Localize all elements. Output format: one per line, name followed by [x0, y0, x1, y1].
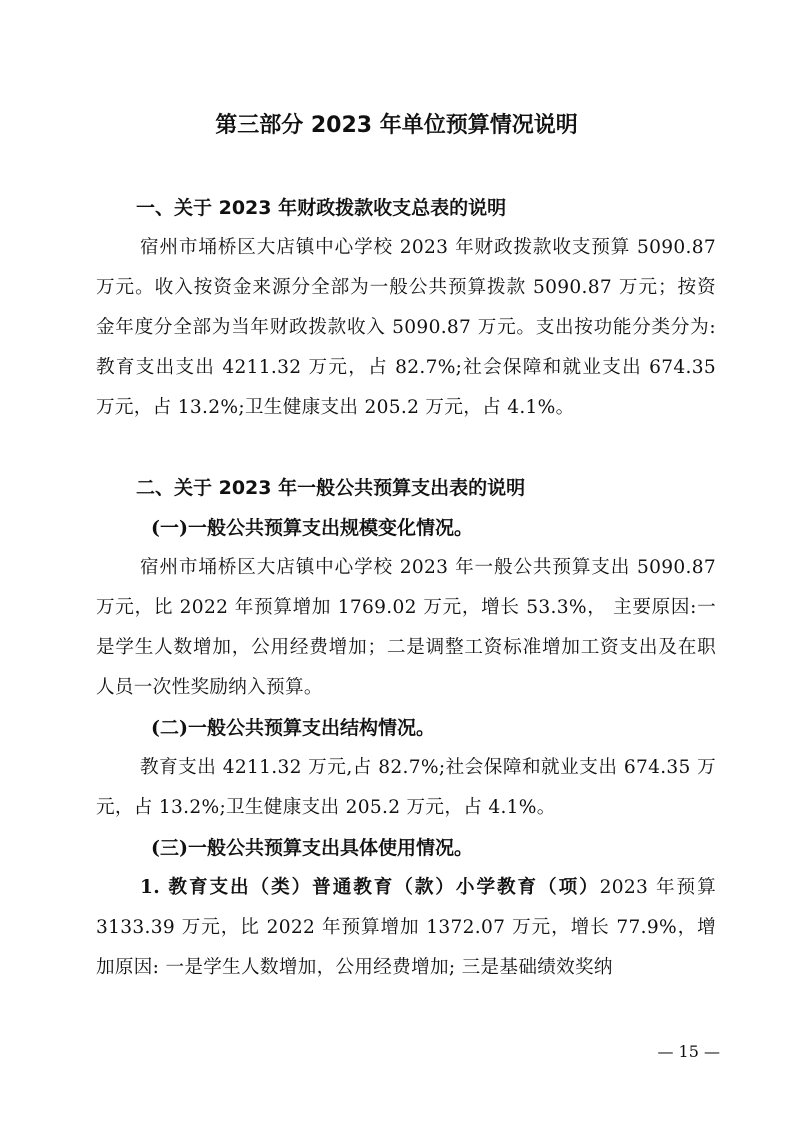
subsection-3-heading: (三)一般公共预算支出具体使用情况。: [151, 837, 473, 859]
item-1-lead: 1. 教育支出（类）普通教育（款）小学教育（项）: [140, 877, 600, 898]
section-1-heading: 一、关于 2023 年财政拨款收支总表的说明: [136, 197, 507, 219]
item-1-paragraph: [96, 868, 716, 988]
page-number: — 15 —: [657, 1042, 720, 1061]
page-title: 第三部分 2023 年单位预算情况说明: [215, 113, 578, 138]
subsection-1-heading: (一)一般公共预算支出规模变化情况。: [151, 517, 473, 539]
section-2: [96, 468, 716, 988]
subsection-1-paragraph: 宿州市埇桥区大店镇中心学校 2023 年一般公共预算支出 5090.87万元，比 2022 年预算增加 1769.02 万元，增长 53.3%， 主要原因:一是学生人数增加，公用经费增加；二是调整工资标准增加工资支出及在职人员一次性奖励纳入预算。: [96, 557, 716, 698]
subsection-2-paragraph: 教育支出 4211.32 万元,占 82.7%;社会保障和就业支出 674.35 万元，占 13.2%;卫生健康支出 205.2 万元，占 4.1%。: [96, 757, 716, 818]
section-1-paragraph: 宿州市埇桥区大店镇中心学校 2023 年财政拨款收支预算 5090.87万元。收入按资金来源分全部为一般公共预算拨款 5090.87 万元；按资金年度分全部为当年财政拨款收入 5090.87 万元。支出按功能分类分为:教育支出支出 4211.32 万元，占 82.7%;社会保障和就业支出 674.35 万元，占 13.2%;卫生健康支出 205.2 万元，占 4.1%。: [96, 237, 716, 418]
section-1: [96, 188, 716, 428]
subsection-2-heading: (二)一般公共预算支出结构情况。: [151, 717, 435, 739]
section-2-heading: 二、关于 2023 年一般公共预算支出表的说明: [136, 477, 526, 499]
item-1-text: 2023 年预算 3133.39 万元，比 2022 年预算增加 1372.07 万元，增长 77.9%，增加原因: 一是学生人数增加，公用经费增加; 三是基础绩效奖纳: [96, 877, 716, 978]
